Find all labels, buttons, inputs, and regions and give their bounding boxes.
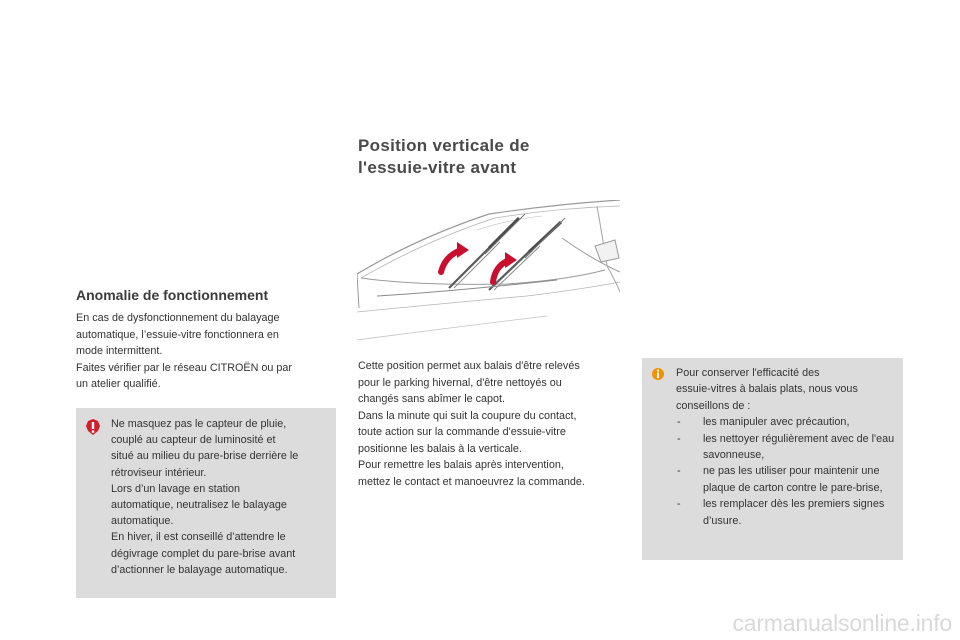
windscreen-wiper-illustration (357, 200, 620, 350)
text-line: toute action sur la commande d'essuie-vitre (358, 426, 566, 438)
text-line: positionne les balais à la verticale. (358, 442, 522, 455)
section-title-vertical-wiper (358, 135, 618, 179)
text-line: changés sans abîmer le capot. (358, 393, 506, 405)
info-text (676, 365, 898, 529)
text-line: automatique, neutralisez le balayage (111, 499, 287, 512)
text-line: mode intermittent. (76, 345, 163, 357)
text-line: En cas de dysfonctionnement du balayage (76, 312, 280, 324)
text-line: pour le parking hivernal, d'être nettoyés ou (358, 376, 562, 389)
warning-box (76, 408, 336, 598)
section-title-malfunction: Anomalie de fonctionnement (76, 287, 269, 303)
wiper-drawing (357, 200, 620, 350)
text-line: Cette position permet aux balais d'être relevés (358, 360, 580, 372)
text-line: un atelier qualifié. (76, 378, 161, 390)
text-line: automatique, l’essuie-vitre fonctionnera en (76, 328, 279, 341)
text-line: Lors d’un lavage en station (111, 482, 241, 495)
list-item: - les manipuler avec précaution, (676, 414, 898, 430)
list-item: - les nettoyer régulièrement avec de l'eau savonneuse, (676, 431, 898, 464)
watermark: carmanualsonline.info (732, 610, 952, 636)
text-line: En hiver, il est conseillé d’attendre le (111, 531, 286, 544)
malfunction-text (76, 310, 334, 393)
section-title-line-2: l'essuie-vitre avant (358, 158, 517, 177)
warning-icon (85, 418, 101, 436)
list-item: - ne pas les utiliser pour maintenir une plaque de carton contre le pare-brise, (676, 463, 898, 496)
text-line: automatique. (111, 515, 174, 528)
text-line: couplé au capteur de luminosité et (111, 434, 276, 447)
text-line: d’actionner le balayage automatique. (111, 563, 288, 576)
text-line: Pour remettre les balais après intervention, (358, 459, 564, 471)
text-line: rétroviseur intérieur. (111, 466, 207, 479)
text-line: Pour conserver l'efficacité des (676, 367, 820, 379)
info-icon (652, 367, 664, 381)
list-item: - les remplacer dès les premiers signes d’usure. (676, 496, 898, 529)
info-box (642, 358, 903, 560)
text-line: Ne masquez pas le capteur de pluie, (111, 418, 287, 430)
text-line: Dans la minute qui suit la coupure du contact, (358, 409, 577, 422)
text-line: essuie-vitres à balais plats, nous vous (676, 383, 858, 396)
warning-text (111, 416, 329, 578)
text-line: Faites vérifier par le réseau CITROËN ou par (76, 361, 293, 374)
text-line: dégivrage complet du pare-brise avant (111, 547, 296, 560)
text-line: mettez le contact et manoeuvrez la commande. (358, 475, 585, 488)
section-title-line-1: Position verticale de (358, 136, 530, 155)
vertical-position-text (358, 358, 623, 490)
advice-list (676, 414, 898, 529)
text-line: conseillons de : (676, 399, 751, 412)
text-line: situé au milieu du pare-brise derrière le (111, 450, 299, 463)
